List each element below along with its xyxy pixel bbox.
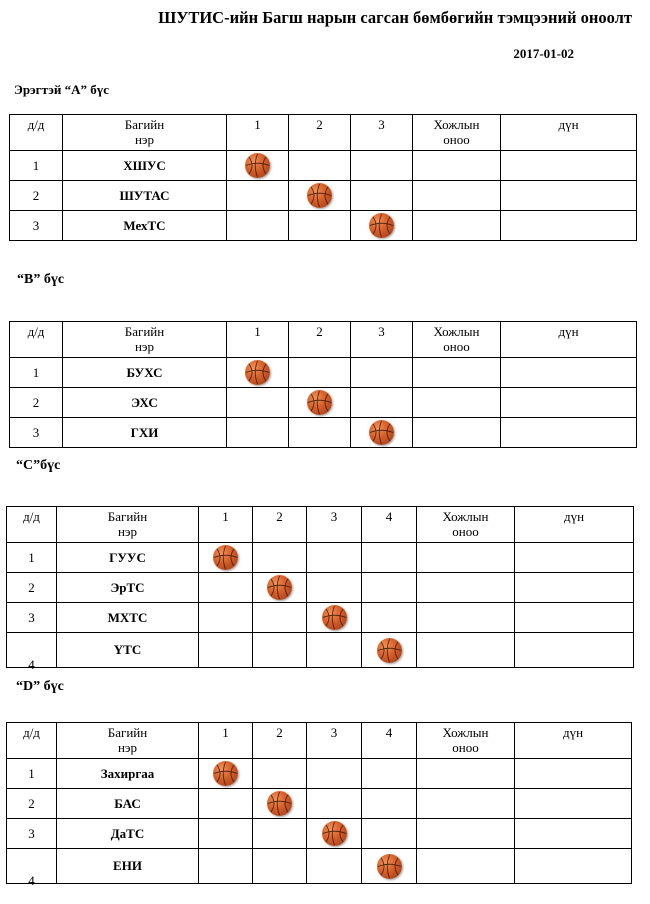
score-cell[interactable] (362, 759, 417, 789)
table-row (7, 849, 632, 884)
table-row (10, 358, 637, 388)
row-number: 1 (7, 543, 57, 573)
row-number (7, 849, 57, 888)
header-cell: 2 (289, 322, 351, 358)
score-cell[interactable] (362, 603, 417, 633)
score-cell[interactable] (227, 211, 289, 241)
row-number: 2 (7, 573, 57, 603)
diagonal-cell (199, 759, 253, 789)
basketball-icon (369, 420, 394, 445)
team-name: Захиргаа (57, 759, 199, 789)
table-header-row (10, 322, 637, 358)
points-cell[interactable] (413, 211, 501, 241)
total-cell[interactable] (501, 181, 637, 211)
basketball-icon (377, 638, 402, 663)
header-cell: д/д (7, 723, 57, 759)
header-cell: 1 (199, 507, 253, 543)
row-number: 3 (10, 211, 63, 241)
header-cell: 3 (351, 115, 413, 151)
header-cell: Хожлын оноо (417, 723, 515, 759)
team-name: ГУУС (57, 543, 199, 573)
diagonal-cell (351, 418, 413, 448)
total-cell[interactable] (515, 789, 632, 819)
row-number: 3 (7, 819, 57, 849)
team-name: ЭрТС (57, 573, 199, 603)
points-cell[interactable] (413, 181, 501, 211)
row-number (7, 633, 57, 672)
team-name: ГХИ (63, 418, 227, 448)
score-cell[interactable] (307, 849, 362, 884)
header-cell: дүн (515, 723, 632, 759)
header-cell: дүн (515, 507, 634, 543)
basketball-icon (322, 605, 347, 630)
table-row (10, 151, 637, 181)
diagonal-cell (289, 388, 351, 418)
team-name: ЕНИ (57, 849, 199, 884)
header-cell: Багийн нэр (57, 723, 199, 759)
header-cell: Багийн нэр (63, 115, 227, 151)
header-cell: Хожлын оноо (417, 507, 515, 543)
group-a-table (9, 114, 637, 241)
team-name: ШУТАС (63, 181, 227, 211)
document-date: 2017-01-02 (513, 46, 574, 61)
header-cell: 2 (253, 507, 307, 543)
table-row (7, 573, 634, 603)
score-cell[interactable] (351, 388, 413, 418)
points-cell[interactable] (417, 603, 515, 633)
points-cell[interactable] (413, 358, 501, 388)
basketball-icon (322, 821, 347, 846)
basketball-icon (307, 390, 332, 415)
team-name: БУХС (63, 358, 227, 388)
total-cell[interactable] (515, 603, 634, 633)
row-number: 1 (10, 358, 63, 388)
diagonal-cell (289, 181, 351, 211)
table-header-row (7, 507, 634, 543)
total-cell[interactable] (501, 388, 637, 418)
basketball-icon (267, 791, 292, 816)
table-row (7, 603, 634, 633)
table-row (7, 819, 632, 849)
score-cell[interactable] (351, 151, 413, 181)
points-cell[interactable] (417, 573, 515, 603)
total-cell[interactable] (515, 819, 632, 849)
points-cell[interactable] (417, 759, 515, 789)
header-cell: 2 (253, 723, 307, 759)
score-cell[interactable] (227, 181, 289, 211)
row-number: 2 (10, 181, 63, 211)
team-name: ДаТС (57, 819, 199, 849)
total-cell[interactable] (515, 849, 632, 884)
diagonal-cell (253, 573, 307, 603)
row-number-text: 4 (28, 657, 35, 672)
row-number: 2 (7, 789, 57, 819)
row-number: 3 (7, 603, 57, 633)
basketball-icon (307, 183, 332, 208)
diagonal-cell (227, 358, 289, 388)
group-b-table (9, 321, 637, 448)
score-cell[interactable] (253, 543, 307, 573)
points-cell[interactable] (417, 633, 515, 668)
header-cell: 4 (362, 507, 417, 543)
team-name: ҮТС (57, 633, 199, 668)
points-cell[interactable] (413, 388, 501, 418)
score-cell[interactable] (307, 759, 362, 789)
team-name: МХТС (57, 603, 199, 633)
basketball-icon (213, 761, 238, 786)
score-cell[interactable] (253, 849, 307, 884)
points-cell[interactable] (417, 543, 515, 573)
diagonal-cell (253, 789, 307, 819)
score-cell[interactable] (307, 543, 362, 573)
header-cell: Хожлын оноо (413, 115, 501, 151)
points-cell[interactable] (417, 789, 515, 819)
basketball-icon (213, 545, 238, 570)
score-cell[interactable] (307, 573, 362, 603)
total-cell[interactable] (515, 633, 634, 668)
score-cell[interactable] (289, 211, 351, 241)
diagonal-cell (199, 543, 253, 573)
basketball-icon (245, 153, 270, 178)
score-cell[interactable] (289, 358, 351, 388)
total-cell[interactable] (501, 211, 637, 241)
group-d-label: “D” бүс (16, 679, 64, 694)
header-cell: 1 (227, 322, 289, 358)
table-row (10, 418, 637, 448)
table-row (7, 543, 634, 573)
header-cell: 1 (227, 115, 289, 151)
table-row (7, 759, 632, 789)
table-header-row (10, 115, 637, 151)
diagonal-cell (351, 211, 413, 241)
score-cell[interactable] (199, 633, 253, 668)
score-cell[interactable] (199, 789, 253, 819)
diagonal-cell (362, 849, 417, 884)
score-cell[interactable] (199, 603, 253, 633)
table-row (10, 388, 637, 418)
score-cell[interactable] (227, 388, 289, 418)
score-cell[interactable] (253, 633, 307, 668)
group-c-table (6, 506, 634, 672)
diagonal-cell (307, 819, 362, 849)
header-cell: Багийн нэр (57, 507, 199, 543)
total-cell[interactable] (501, 358, 637, 388)
score-cell[interactable] (362, 573, 417, 603)
score-cell[interactable] (227, 418, 289, 448)
row-number-text: 4 (28, 873, 35, 888)
basketball-icon (369, 213, 394, 238)
points-cell[interactable] (417, 819, 515, 849)
header-cell: 3 (351, 322, 413, 358)
page-title: ШУТИС-ийн Багш нарын сагсан бөмбөгийн тэмцээний оноолт (158, 8, 632, 27)
total-cell[interactable] (515, 573, 634, 603)
row-number: 2 (10, 388, 63, 418)
total-cell[interactable] (515, 759, 632, 789)
score-cell[interactable] (351, 181, 413, 211)
header-cell: Хожлын оноо (413, 322, 501, 358)
group-b-label: “B” бүс (17, 272, 65, 287)
score-cell[interactable] (289, 151, 351, 181)
points-cell[interactable] (413, 151, 501, 181)
header-cell: 2 (289, 115, 351, 151)
score-cell[interactable] (253, 759, 307, 789)
score-cell[interactable] (307, 789, 362, 819)
score-cell[interactable] (253, 819, 307, 849)
total-cell[interactable] (515, 543, 634, 573)
score-cell[interactable] (362, 819, 417, 849)
header-cell: дүн (501, 322, 637, 358)
group-a-label: Эрэгтэй “A” бүс (14, 82, 110, 97)
row-number: 1 (10, 151, 63, 181)
header-cell: д/д (7, 507, 57, 543)
score-cell[interactable] (307, 633, 362, 668)
team-name: ХШУС (63, 151, 227, 181)
group-c-label: “C”бүс (16, 458, 61, 473)
header-cell: Багийн нэр (63, 322, 227, 358)
row-number: 1 (7, 759, 57, 789)
score-cell[interactable] (199, 849, 253, 884)
group-d-table (6, 722, 632, 888)
table-row (10, 181, 637, 211)
basketball-icon (377, 854, 402, 879)
header-cell: д/д (10, 322, 63, 358)
basketball-icon (267, 575, 292, 600)
header-cell: 4 (362, 723, 417, 759)
points-cell[interactable] (413, 418, 501, 448)
score-cell[interactable] (351, 358, 413, 388)
score-cell[interactable] (362, 789, 417, 819)
total-cell[interactable] (501, 151, 637, 181)
table-row (7, 789, 632, 819)
diagonal-cell (307, 603, 362, 633)
score-cell[interactable] (362, 543, 417, 573)
table-row (7, 633, 634, 668)
table-row (10, 211, 637, 241)
score-cell[interactable] (199, 573, 253, 603)
diagonal-cell (227, 151, 289, 181)
team-name: МехТС (63, 211, 227, 241)
header-cell: дүн (501, 115, 637, 151)
score-cell[interactable] (289, 418, 351, 448)
diagonal-cell (362, 633, 417, 668)
header-cell: 3 (307, 507, 362, 543)
score-cell[interactable] (253, 603, 307, 633)
header-cell: 3 (307, 723, 362, 759)
score-cell[interactable] (199, 819, 253, 849)
row-number: 3 (10, 418, 63, 448)
table-header-row (7, 723, 632, 759)
team-name: БАС (57, 789, 199, 819)
header-cell: 1 (199, 723, 253, 759)
points-cell[interactable] (417, 849, 515, 884)
team-name: ЭХС (63, 388, 227, 418)
header-cell: д/д (10, 115, 63, 151)
total-cell[interactable] (501, 418, 637, 448)
basketball-icon (245, 360, 270, 385)
